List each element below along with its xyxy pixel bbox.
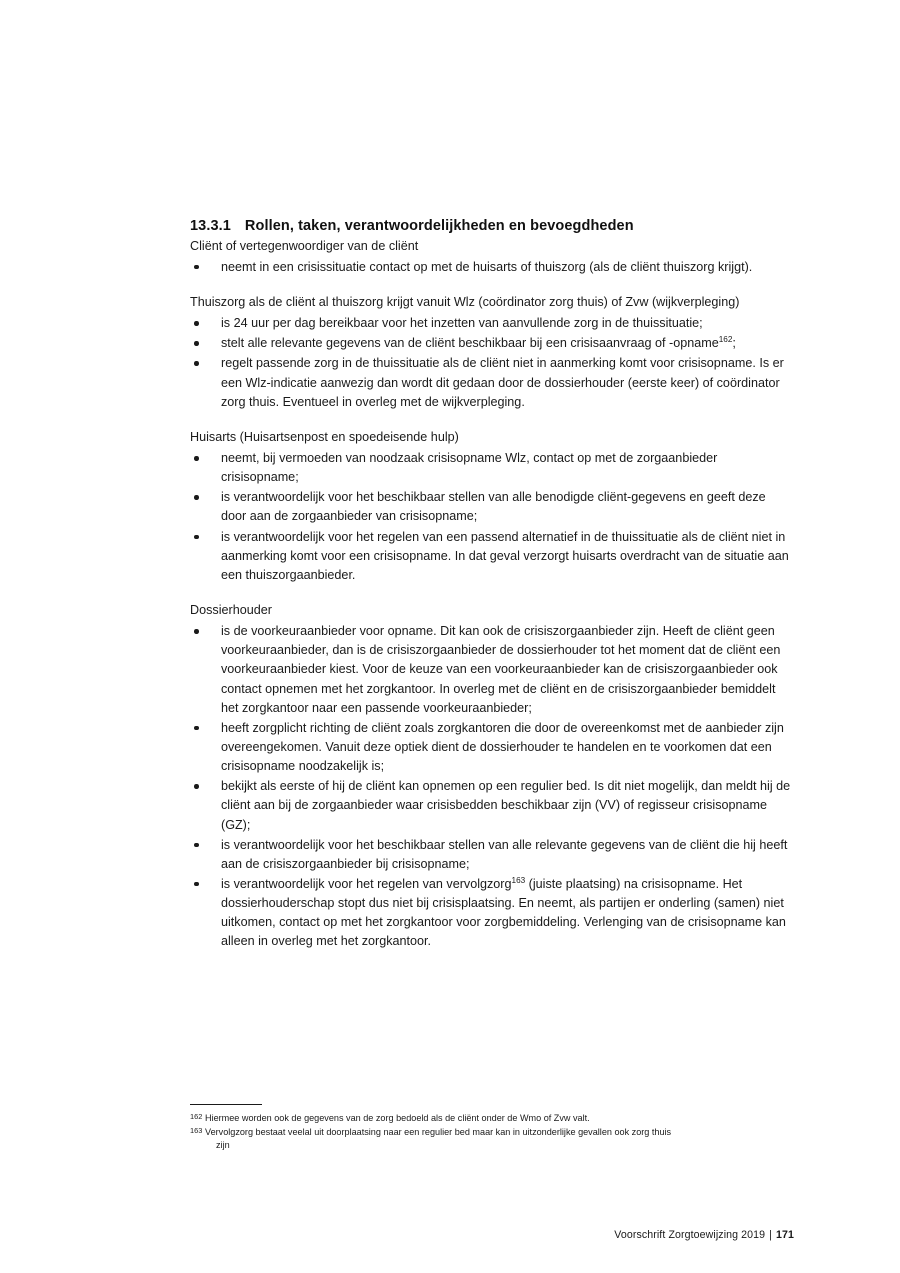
footnote-number: 162 bbox=[190, 1112, 203, 1121]
footnote bbox=[190, 1112, 794, 1125]
footer-page-number: 171 bbox=[776, 1229, 794, 1241]
footer-separator: | bbox=[769, 1229, 773, 1241]
list-item: stelt alle relevante gegevens van de cliënt beschikbaar bij een crisisaanvraag of -opname$^{162}$; bbox=[190, 334, 794, 353]
list-item: regelt passende zorg in de thuissituatie als de cliënt niet in aanmerking komt voor crisisopname. Is er een Wlz-indicatie aanwezig dan wordt dit gedaan door de dossierhouder (eerste keer) of coördinator zorg thuis. Eventueel in overleg met de wijkverpleging. bbox=[190, 354, 794, 411]
content-block bbox=[190, 601, 794, 952]
list-item: is verantwoordelijk voor het beschikbaar stellen van alle benodigde cliënt-gegevens en geeft deze door aan de zorgaanbieder van crisisopname; bbox=[190, 488, 794, 526]
page-footer bbox=[614, 1229, 794, 1241]
list-item: is 24 uur per dag bereikbaar voor het inzetten van aanvullende zorg in de thuissituatie; bbox=[190, 314, 794, 333]
footnotes bbox=[190, 1104, 794, 1153]
content-block bbox=[190, 258, 794, 277]
bullet-list bbox=[190, 449, 794, 585]
content-blocks bbox=[190, 258, 794, 952]
content-block bbox=[190, 428, 794, 585]
list-item: is verantwoordelijk voor het regelen van een passend alternatief in de thuissituatie als de cliënt niet in aanmerking komt voor een crisisopname. In dat geval verzorgt huisarts overdracht van de situatie aan een thuiszorgaanbieder. bbox=[190, 528, 794, 585]
footnote bbox=[190, 1126, 794, 1152]
list-item: is verantwoordelijk voor het regelen van vervolgzorg$^{163}$ (juiste plaatsing) na crisisopname. Het dossierhouderschap stopt dus niet bij crisisplaatsing. En neemt, als partijen er onderling (samen) niet uitkomen, contact op met het zorgkantoor voor zorgbemiddeling. Verlenging van de crisisopname kan alleen in overleg met het zorgkantoor. bbox=[190, 875, 794, 952]
footnote-continuation: zijn bbox=[216, 1139, 230, 1150]
footnote-text: Hiermee worden ook de gegevens van de zorg bedoeld als de cliënt onder de Wmo of Zvw valt. bbox=[205, 1113, 590, 1123]
bullet-list bbox=[190, 258, 794, 277]
list-item: is de voorkeuraanbieder voor opname. Dit kan ook de crisiszorgaanbieder zijn. Heeft de cliënt geen voorkeuraanbieder, dan is de crisiszorgaanbieder de dossierhouder tot het moment dat de cliënt een voorkeuraanbieder kiest. Voor de keuze van een voorkeuraanbieder kan de crisiszorgaanbieder ook contact opnemen met het zorgkantoor. In overleg met de cliënt en de crisiszorgaanbieder bemiddelt het zorgkantoor naar een passende voorkeuraanbieder; bbox=[190, 622, 794, 718]
list-item: neemt in een crisissituatie contact op met de huisarts of thuiszorg (als de cliënt thuiszorg krijgt). bbox=[190, 258, 794, 277]
list-item: is verantwoordelijk voor het beschikbaar stellen van alle relevante gegevens van de cliënt die hij heeft aan de crisiszorgaanbieder bij crisisopname; bbox=[190, 836, 794, 874]
page-content bbox=[190, 218, 794, 953]
footnote-divider bbox=[190, 1104, 262, 1105]
list-item: neemt, bij vermoeden van noodzaak crisisopname Wlz, contact op met de zorgaanbieder crisisopname; bbox=[190, 449, 794, 487]
section-number: 13.3.1 bbox=[190, 218, 231, 234]
footnote-text: Vervolgzorg bestaat veelal uit doorplaatsing naar een regulier bed maar kan in uitzonderlijke gevallen ook zorg thuis bbox=[205, 1126, 672, 1137]
list-item: heeft zorgplicht richting de cliënt zoals zorgkantoren die door de overeenkomst met de aanbieder zijn overeengekomen. Vanuit deze optiek dient de dossierhouder te handelen en te voorkomen dat een crisisopname noodzakelijk is; bbox=[190, 719, 794, 776]
intro-paragraph: Cliënt of vertegenwoordiger van de cliënt bbox=[190, 239, 419, 253]
section-title-text: Rollen, taken, verantwoordelijkheden en bevoegdheden bbox=[244, 218, 634, 234]
page-title bbox=[190, 218, 794, 234]
footer-title: Voorschrift Zorgtoewijzing 2019 bbox=[614, 1229, 766, 1241]
block-heading: Huisarts (Huisartsenpost en spoedeisende hulp) bbox=[190, 429, 459, 444]
block-heading: Thuiszorg als de cliënt al thuiszorg krijgt vanuit Wlz (coördinator zorg thuis) of Zvw (wijkverpleging) bbox=[190, 295, 740, 310]
bullet-list bbox=[190, 314, 794, 412]
block-heading: Dossierhouder bbox=[190, 602, 272, 617]
bullet-list bbox=[190, 622, 794, 951]
footnote-list bbox=[190, 1112, 794, 1152]
content-block bbox=[190, 293, 794, 412]
list-item: bekijkt als eerste of hij de cliënt kan opnemen op een regulier bed. Is dit niet mogelijk, dan meldt hij de cliënt aan bij de zorgaanbieder waar crisisbedden beschikbaar zijn (VV) of regisseur crisisopname (GZ); bbox=[190, 777, 794, 834]
footnote-number: 163 bbox=[190, 1125, 203, 1135]
